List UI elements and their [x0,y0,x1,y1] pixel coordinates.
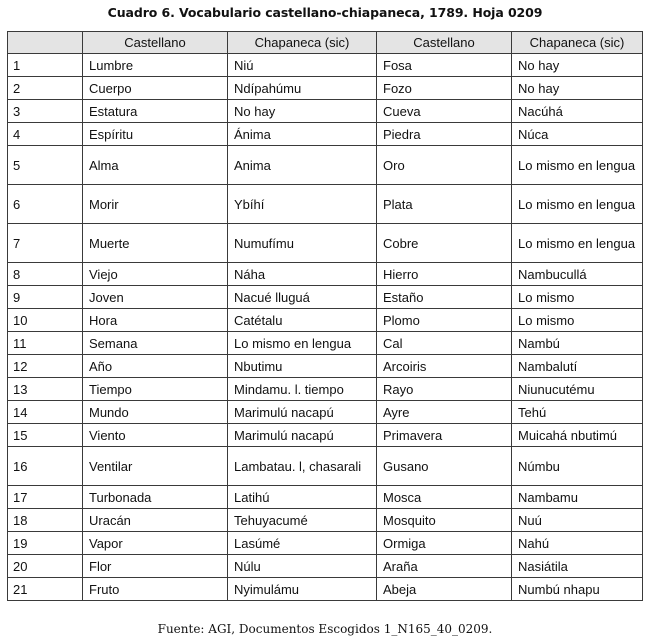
cell-chapaneca-2: Lo mismo en lengua [512,224,643,263]
cell-castellano-1: Semana [83,332,228,355]
cell-castellano-2: Plomo [377,309,512,332]
table-row [8,286,643,309]
cell-row-number: 12 [8,355,83,378]
header-castellano-2: Castellano [377,32,512,54]
cell-row-number: 19 [8,532,83,555]
vocabulary-table [7,31,643,601]
cell-row-number: 11 [8,332,83,355]
table-row [8,486,643,509]
cell-chapaneca-1: Lasúmé [228,532,377,555]
cell-chapaneca-1: Ánima [228,123,377,146]
cell-chapaneca-2: Tehú [512,401,643,424]
cell-chapaneca-1: Latihú [228,486,377,509]
cell-castellano-2: Oro [377,146,512,185]
cell-castellano-2: Gusano [377,447,512,486]
cell-row-number: 17 [8,486,83,509]
cell-castellano-2: Rayo [377,378,512,401]
cell-castellano-2: Mosquito [377,509,512,532]
table-row [8,54,643,77]
table-title: Cuadro 6. Vocabulario castellano-chiapaneca, 1789. Hoja 0209 [107,5,543,20]
header-castellano-1: Castellano [83,32,228,54]
cell-chapaneca-2: Numbú nhapu [512,578,643,601]
table-row [8,146,643,185]
cell-castellano-1: Tiempo [83,378,228,401]
cell-row-number: 4 [8,123,83,146]
cell-chapaneca-1: Nyimulámu [228,578,377,601]
table-row [8,509,643,532]
table-row [8,555,643,578]
cell-chapaneca-2: Nasiátila [512,555,643,578]
table-row [8,401,643,424]
cell-row-number: 7 [8,224,83,263]
cell-chapaneca-2: Muicahá nbutimú [512,424,643,447]
cell-chapaneca-1: Anima [228,146,377,185]
cell-chapaneca-1: Marimulú nacapú [228,424,377,447]
cell-chapaneca-2: Lo mismo en lengua [512,146,643,185]
cell-castellano-1: Joven [83,286,228,309]
cell-castellano-1: Uracán [83,509,228,532]
cell-castellano-1: Cuerpo [83,77,228,100]
cell-castellano-2: Hierro [377,263,512,286]
cell-castellano-2: Estaño [377,286,512,309]
cell-castellano-2: Araña [377,555,512,578]
cell-castellano-1: Turbonada [83,486,228,509]
cell-chapaneca-1: Numufímu [228,224,377,263]
cell-row-number: 9 [8,286,83,309]
cell-row-number: 1 [8,54,83,77]
cell-chapaneca-2: Nambamu [512,486,643,509]
cell-castellano-2: Fosa [377,54,512,77]
cell-chapaneca-1: Núlu [228,555,377,578]
cell-chapaneca-1: No hay [228,100,377,123]
cell-chapaneca-1: Marimulú nacapú [228,401,377,424]
table-row [8,77,643,100]
cell-castellano-2: Fozo [377,77,512,100]
cell-row-number: 15 [8,424,83,447]
cell-chapaneca-1: Catétalu [228,309,377,332]
cell-chapaneca-2: Nambucullá [512,263,643,286]
header-chapaneca-2: Chapaneca (sic) [512,32,643,54]
table-row [8,378,643,401]
cell-castellano-1: Año [83,355,228,378]
cell-castellano-1: Viejo [83,263,228,286]
cell-castellano-2: Piedra [377,123,512,146]
source-note: Fuente: AGI, Documentos Escogidos 1_N165_40_0209. [157,622,493,636]
header-chapaneca-1: Chapaneca (sic) [228,32,377,54]
cell-castellano-2: Cal [377,332,512,355]
cell-castellano-2: Abeja [377,578,512,601]
cell-chapaneca-1: Nacué lluguá [228,286,377,309]
table-row [8,185,643,224]
cell-row-number: 14 [8,401,83,424]
table-row [8,100,643,123]
cell-chapaneca-2: Niunucutému [512,378,643,401]
cell-castellano-2: Cobre [377,224,512,263]
cell-chapaneca-2: Nambalutí [512,355,643,378]
table-row [8,224,643,263]
cell-chapaneca-2: Lo mismo [512,309,643,332]
cell-castellano-1: Alma [83,146,228,185]
cell-castellano-2: Mosca [377,486,512,509]
table-row [8,309,643,332]
cell-chapaneca-2: Nacúhá [512,100,643,123]
cell-row-number: 21 [8,578,83,601]
table-row [8,332,643,355]
cell-chapaneca-1: Ndípahúmu [228,77,377,100]
table-row [8,578,643,601]
cell-chapaneca-1: Nbutimu [228,355,377,378]
cell-chapaneca-2: Núca [512,123,643,146]
cell-chapaneca-1: Náha [228,263,377,286]
cell-castellano-2: Cueva [377,100,512,123]
cell-row-number: 10 [8,309,83,332]
cell-chapaneca-1: Niú [228,54,377,77]
cell-castellano-2: Arcoiris [377,355,512,378]
cell-row-number: 16 [8,447,83,486]
cell-castellano-1: Lumbre [83,54,228,77]
cell-castellano-1: Ventilar [83,447,228,486]
cell-chapaneca-1: Lambatau. l, chasarali [228,447,377,486]
header-number [8,32,83,54]
table-row [8,424,643,447]
cell-row-number: 5 [8,146,83,185]
cell-castellano-1: Viento [83,424,228,447]
cell-row-number: 2 [8,77,83,100]
table-row [8,447,643,486]
cell-chapaneca-1: Lo mismo en lengua [228,332,377,355]
cell-castellano-1: Vapor [83,532,228,555]
cell-castellano-2: Ormiga [377,532,512,555]
cell-castellano-2: Primavera [377,424,512,447]
cell-chapaneca-2: No hay [512,54,643,77]
cell-castellano-1: Morir [83,185,228,224]
cell-castellano-2: Ayre [377,401,512,424]
cell-castellano-2: Plata [377,185,512,224]
cell-row-number: 8 [8,263,83,286]
cell-chapaneca-2: No hay [512,77,643,100]
cell-castellano-1: Flor [83,555,228,578]
cell-chapaneca-1: Mindamu. l. tiempo [228,378,377,401]
table-row [8,355,643,378]
cell-chapaneca-2: Lo mismo en lengua [512,185,643,224]
cell-castellano-1: Espíritu [83,123,228,146]
cell-chapaneca-2: Nambú [512,332,643,355]
table-row [8,532,643,555]
cell-castellano-1: Hora [83,309,228,332]
cell-row-number: 6 [8,185,83,224]
cell-castellano-1: Fruto [83,578,228,601]
table-row [8,123,643,146]
cell-row-number: 20 [8,555,83,578]
cell-chapaneca-1: Tehuyacumé [228,509,377,532]
cell-chapaneca-2: Nuú [512,509,643,532]
cell-chapaneca-1: Ybíhí [228,185,377,224]
cell-castellano-1: Mundo [83,401,228,424]
cell-chapaneca-2: Nahú [512,532,643,555]
cell-row-number: 13 [8,378,83,401]
header-row [8,32,643,54]
cell-chapaneca-2: Númbu [512,447,643,486]
cell-row-number: 18 [8,509,83,532]
cell-chapaneca-2: Lo mismo [512,286,643,309]
cell-castellano-1: Muerte [83,224,228,263]
cell-castellano-1: Estatura [83,100,228,123]
cell-row-number: 3 [8,100,83,123]
table-row [8,263,643,286]
